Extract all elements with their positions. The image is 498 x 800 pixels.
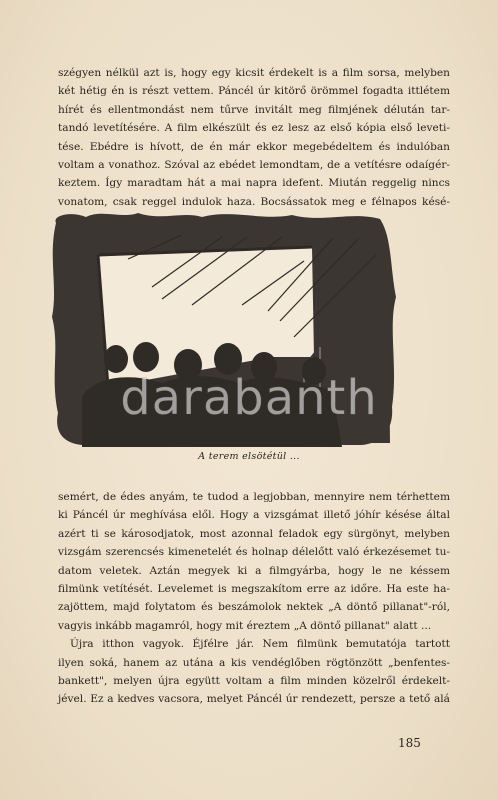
page-number: 185: [398, 736, 421, 750]
text-line: voltam a vonathoz. Szóval az ebédet lemondtam, de a vetítésre odaígér-: [58, 159, 450, 172]
text-line: vagyis inkább magamról, hogy mit éreztem „A döntő pillanat" alatt ...: [58, 619, 432, 632]
watermark: darabanth: [120, 370, 378, 426]
text-line: tése. Ebédre is hívott, de én már ekkor megebédeltem és indulóban: [58, 140, 450, 153]
text-line: keztem. Így maradtam hát a mai napra idefent. Miután reggelig nincs: [58, 177, 450, 190]
text-line: semért, de édes anyám, te tudod a legjobban, mennyire nem térhettem: [58, 491, 450, 503]
text-line: vonatom, csak reggel indulok haza. Bocsássatok meg e félnapos késé-: [58, 195, 450, 208]
text-line: hírét és ellentmondást nem tűrve invitált meg filmjének délután tar-: [58, 103, 450, 116]
text-line: bankett", melyen újra együtt voltam a film minden közelről érdekelt-: [58, 675, 450, 688]
text-line: szégyen nélkül azt is, hogy egy kicsit érdekelt is a film sorsa, melyben: [58, 67, 450, 79]
text-line: Újra itthon vagyok. Éjfélre jár. Nem filmünk bemutatója tartott: [70, 638, 450, 651]
text-line: jével. Ez a kedves vacsora, melyet Páncél úr rendezett, persze a tető alá: [58, 693, 450, 706]
text-line: vizsgám szerencsés kimenetelét és holnap délelőtt való érkezésemet tu-: [58, 546, 450, 559]
text-line: ki Páncél úr meghívása elől. Hogy a vizsgámat illető jóhír késése által: [58, 509, 450, 522]
paragraph-bottom: [58, 488, 450, 709]
text-line: két hétig én is részt vettem. Páncél úr kitörő örömmel fogadta ittlétem: [58, 85, 450, 98]
text-line: ilyen soká, hanem az utána a kis vendéglőben rögtönzött „benfentes-: [58, 656, 450, 669]
text-line: datom veletek. Aztán megyek ki a filmgyárba, hogy le ne késsem: [58, 564, 450, 577]
text-line: zajöttem, majd folytatom és beszámolok nektek „A döntő pillanat"-ról,: [58, 601, 450, 614]
paragraph-top: [58, 64, 450, 211]
illustration-caption: A terem elsötétül ...: [198, 451, 300, 462]
text-line: tandó levetítésére. A film elkészült és ez lesz az első kópia első leveti-: [58, 122, 450, 135]
text-line: filmünk vetítését. Levelemet is megszakítom erre az időre. Ha este ha-: [58, 583, 450, 596]
text-line: azért ti se károsodjatok, most azonnal feladok egy sürgönyt, melyben: [58, 527, 450, 540]
cinema-illustration: [42, 207, 398, 447]
